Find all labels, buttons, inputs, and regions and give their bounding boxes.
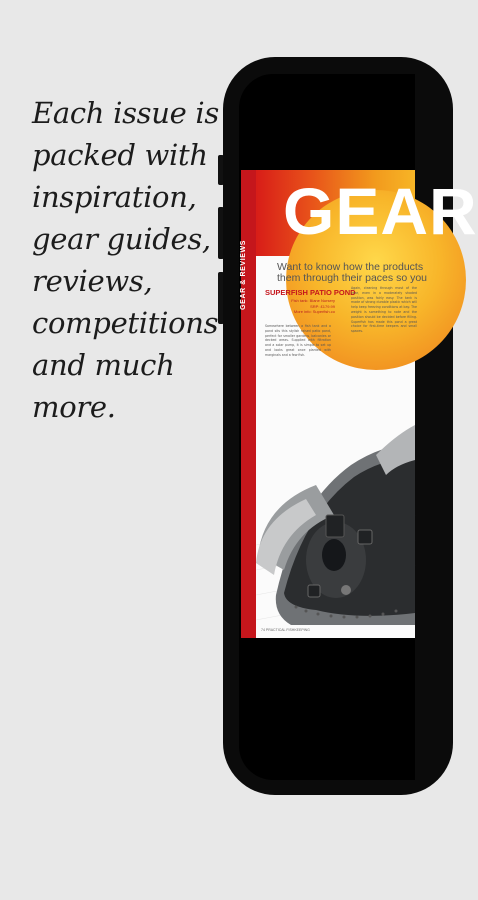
- tagline-line: and much: [32, 348, 175, 382]
- section-bar: [241, 170, 256, 638]
- standfirst-line: Want to know how the products: [277, 261, 424, 273]
- tagline-line: gear guides,: [32, 222, 211, 256]
- body-column-left: Somewhere between a fish tank and a pond sits this stylish raised patio pond, perfect for smaller gardens, balconies or decked areas. Supplied with filtration and a solar pump, it is simple to set up and looks great once planted with marginals and a few fish.: [265, 324, 331, 357]
- standfirst-line: them through their paces so you: [277, 272, 428, 284]
- tagline-line: inspiration,: [32, 180, 197, 214]
- tagline-line: more.: [32, 390, 116, 424]
- product-meta: [285, 298, 335, 315]
- product-title: SUPERFISH PATIO POND: [265, 288, 356, 297]
- product-meta-line: More info: Superfish.co: [293, 309, 335, 314]
- tagline-line: Each issue is: [32, 96, 219, 130]
- product-meta-line: SRP: £179.99: [310, 303, 335, 309]
- tagline: [32, 92, 217, 428]
- magazine-page[interactable]: [240, 170, 478, 638]
- phone-screen: [239, 74, 478, 780]
- body-column-right: Again, cleaning through most of the year, even in a moderately shaded position, was fairly easy. The tank is made of strong durable plastic which will help keep freezing conditions at bay. The weight is something to note and the position should be decided before filling. Superfish has made this pond a great choice for first-time keepers and small spaces.: [351, 286, 417, 334]
- tagline-line: competitions: [32, 306, 219, 340]
- section-label: GEAR & REVIEWS: [240, 240, 247, 310]
- tagline-line: packed with: [32, 138, 208, 172]
- tagline-line: reviews,: [32, 264, 153, 298]
- page-footer: 74 PRACTICAL FISHKEEPING: [261, 628, 310, 632]
- headline: GEAR: [283, 174, 478, 248]
- standfirst: [277, 262, 427, 284]
- headline-banner: [256, 170, 478, 256]
- product-meta-line: Fish tank: Blane Nursery: [291, 298, 335, 303]
- patio-pond-photo-icon: [256, 395, 415, 625]
